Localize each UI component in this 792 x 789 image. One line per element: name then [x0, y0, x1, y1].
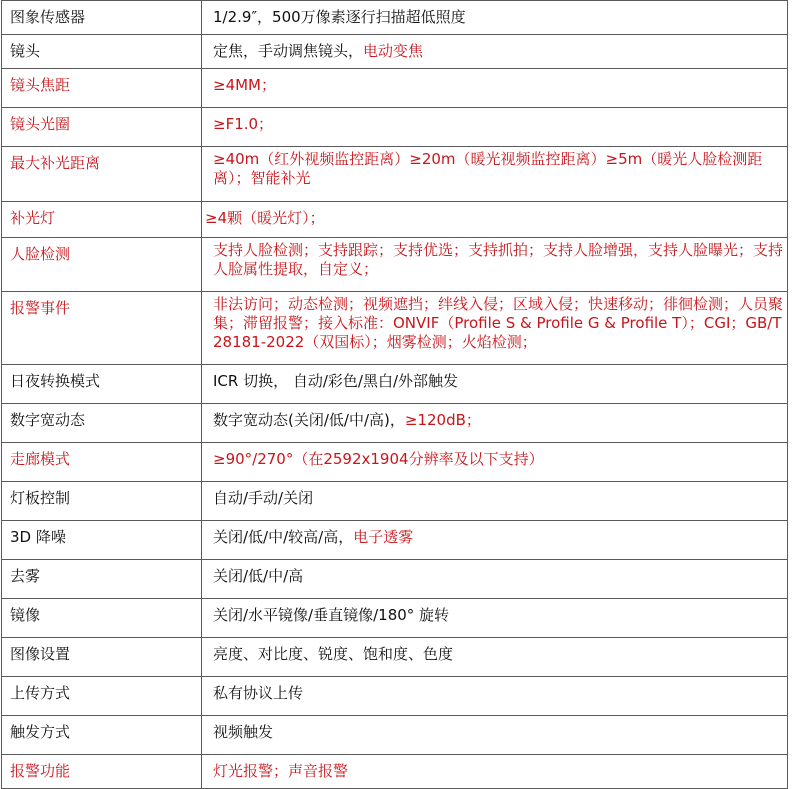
- row-label: 镜头: [2, 35, 202, 69]
- value-text: 私有协议上传: [213, 684, 304, 702]
- value-text-highlight: 支持人脸检测；支持跟踪；支持优选；支持抓拍；支持人脸增强，支持人脸曝光；支持人脸属性提取，自定义；: [213, 241, 784, 278]
- table-row: [2, 404, 788, 443]
- value-text-highlight: ≥40m（红外视频监控距离）≥20m（暖光视频监控距离）≥5m（暖光人脸检测距离）；智能补光: [213, 150, 763, 187]
- table-row: [2, 638, 788, 677]
- row-label: 去雾: [2, 560, 202, 599]
- table-row: [2, 482, 788, 521]
- value-text: 1/2.9″，500万像素逐行扫描超低照度: [213, 8, 466, 26]
- table-row: [2, 1, 788, 35]
- row-label: 走廊模式: [2, 443, 202, 482]
- table-row: [2, 443, 788, 482]
- row-label: 最大补光距离: [2, 147, 202, 202]
- row-label: 3D 降噪: [2, 521, 202, 560]
- value-text-highlight: 电动变焦: [363, 42, 424, 60]
- row-value: [202, 292, 788, 365]
- table-row: [2, 238, 788, 292]
- row-value: [202, 404, 788, 443]
- value-text: 关闭/水平镜像/垂直镜像/180° 旋转: [213, 606, 450, 624]
- row-label: 人脸检测: [2, 238, 202, 292]
- table-row: [2, 716, 788, 755]
- row-value: [202, 35, 788, 69]
- value-text-highlight: ≥F1.0；: [213, 115, 274, 133]
- table-row: [2, 365, 788, 404]
- row-value: [202, 365, 788, 404]
- value-text: 定焦，手动调焦镜头，: [213, 42, 364, 60]
- row-label: 触发方式: [2, 716, 202, 755]
- value-text-highlight: ≥4颗（暖光灯）；: [205, 209, 325, 227]
- table-row: [2, 108, 788, 147]
- row-value: [202, 443, 788, 482]
- table-row: [2, 202, 788, 238]
- row-label: 补光灯: [2, 202, 202, 238]
- value-text-highlight: ≥120dB；: [404, 411, 481, 429]
- spec-table: [1, 0, 788, 789]
- value-text-highlight: 非法访问；动态检测；视频遮挡；绊线入侵；区域入侵；快速移动；徘徊检测；人员聚集；滞留报警；接入标准：ONVIF（Profile S & Profile G & Profile T）；CGI；GB/T28181-2022（双国标）；烟雾检测；火焰检测；: [213, 295, 784, 351]
- row-value: [202, 482, 788, 521]
- value-text: 亮度、对比度、锐度、饱和度、色度: [213, 645, 454, 663]
- row-label: 图像设置: [2, 638, 202, 677]
- row-value: [202, 716, 788, 755]
- table-row: [2, 599, 788, 638]
- row-label: 镜头焦距: [2, 69, 202, 108]
- table-row: [2, 521, 788, 560]
- table-row: [2, 677, 788, 716]
- value-text: 视频触发: [213, 723, 274, 741]
- value-text: 自动/手动/关闭: [213, 489, 314, 507]
- row-value: [202, 108, 788, 147]
- row-label: 报警功能: [2, 755, 202, 789]
- row-value: [202, 755, 788, 789]
- value-text: 数字宽动态(关闭/低/中/高)，: [213, 411, 405, 429]
- row-label: 镜头光圈: [2, 108, 202, 147]
- row-value: [202, 1, 788, 35]
- row-value: [202, 638, 788, 677]
- row-value: [202, 677, 788, 716]
- table-row: [2, 755, 788, 789]
- row-value: [202, 69, 788, 108]
- row-label: 日夜转换模式: [2, 365, 202, 404]
- table-row: [2, 292, 788, 365]
- row-value: [202, 147, 788, 202]
- value-text-highlight: ≥4MM；: [213, 76, 276, 94]
- row-value: [202, 560, 788, 599]
- value-text-highlight: 灯光报警；声音报警: [213, 762, 349, 780]
- table-row: [2, 35, 788, 69]
- value-text: ICR 切换， 自动/彩色/黑白/外部触发: [213, 372, 459, 390]
- row-label: 数字宽动态: [2, 404, 202, 443]
- row-value: [202, 599, 788, 638]
- row-value: [202, 238, 788, 292]
- value-text-highlight: ≥90°/270°（在2592x1904分辨率及以下支持）: [213, 450, 544, 468]
- table-row: [2, 560, 788, 599]
- value-text: 关闭/低/中/高: [213, 567, 304, 585]
- row-label: 上传方式: [2, 677, 202, 716]
- table-row: [2, 147, 788, 202]
- table-row: [2, 69, 788, 108]
- row-value: [202, 521, 788, 560]
- row-label: 灯板控制: [2, 482, 202, 521]
- value-text-highlight: 电子透雾: [353, 528, 414, 546]
- value-text: 关闭/低/中/较高/高，: [213, 528, 354, 546]
- row-label: 镜像: [2, 599, 202, 638]
- row-value: [202, 202, 788, 238]
- row-label: 报警事件: [2, 292, 202, 365]
- row-label: 图象传感器: [2, 1, 202, 35]
